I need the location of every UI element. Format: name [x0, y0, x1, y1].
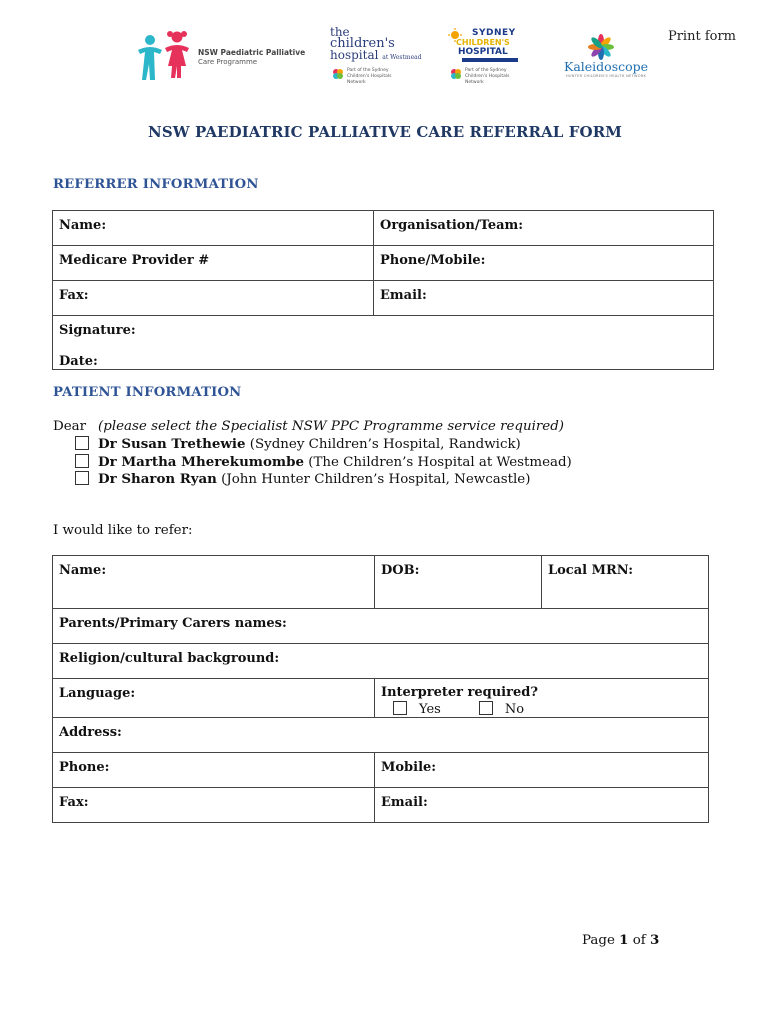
child-figure-icon [136, 34, 164, 82]
specialist-option [75, 471, 530, 487]
sch-network-text: Part of the Sydney Children's Hospitals Network [465, 68, 510, 85]
patient-religion-field[interactable]: Religion/cultural background: [53, 644, 709, 679]
patient-parents-field[interactable]: Parents/Primary Carers names: [53, 609, 709, 644]
form-title: NSW PAEDIATRIC PALLIATIVE CARE REFERRAL FORM [148, 123, 622, 141]
patient-email-field[interactable]: Email: [375, 788, 709, 823]
referrer-fax-field[interactable]: Fax: [53, 281, 374, 316]
chw-logo-line1: the [330, 25, 350, 39]
referrer-phone-field[interactable]: Phone/Mobile: [374, 246, 714, 281]
dear-instruction: (please select the Specialist NSW PPC Programme service required) [98, 419, 565, 434]
kaleidoscope-name: Kaleidoscope [564, 59, 649, 74]
nsw-ppc-logo-line1: NSW Paediatric Palliative [198, 48, 306, 57]
patient-phone-field[interactable]: Phone: [53, 753, 375, 788]
interpreter-yes-label: Yes [419, 702, 441, 717]
referrer-email-field[interactable]: Email: [374, 281, 714, 316]
specialist-name: Dr Susan Trethewie [98, 436, 246, 452]
nsw-ppc-logo-line2: Care Programme [198, 58, 258, 66]
nsw-ppc-logo [136, 28, 306, 84]
interpreter-label: Interpreter required? [381, 685, 538, 700]
page-number: Page 1 of 3 [582, 932, 660, 948]
dear-label: Dear [53, 419, 87, 434]
patient-section-heading: PATIENT INFORMATION [53, 385, 242, 400]
specialist-checkbox[interactable] [75, 471, 89, 485]
interpreter-yes-checkbox[interactable] [393, 701, 407, 715]
patient-fax-field[interactable]: Fax: [53, 788, 375, 823]
referrer-date-label: Date: [59, 354, 98, 369]
network-dots-icon [450, 68, 462, 80]
chw-logo-line3: hospital at Westmead [330, 48, 422, 62]
specialist-option [75, 454, 572, 470]
referrer-medicare-field[interactable]: Medicare Provider # [53, 246, 374, 281]
referrer-name-field[interactable]: Name: [53, 211, 374, 246]
sch-logo [448, 28, 528, 84]
sch-logo-line3: HOSPITAL [458, 47, 508, 57]
referrer-signature-label: Signature: [59, 323, 136, 338]
patient-mrn-field[interactable]: Local MRN: [542, 556, 709, 609]
child-figure-girl-icon [162, 30, 192, 80]
patient-address-field[interactable]: Address: [53, 718, 709, 753]
chw-network-text: Part of the Sydney Children's Hospitals Network [347, 68, 392, 85]
network-dots-icon [332, 68, 344, 80]
kaleidoscope-tagline: HUNTER CHILDREN'S HEALTH NETWORK [566, 74, 647, 78]
patient-name-field[interactable]: Name: [53, 556, 375, 609]
referrer-section-heading: REFERRER INFORMATION [53, 177, 259, 192]
referrer-signature-cell[interactable] [53, 316, 714, 370]
patient-language-field[interactable]: Language: [53, 679, 375, 718]
specialist-location: (Sydney Children’s Hospital, Randwick) [245, 437, 521, 452]
kaleidoscope-logo [562, 34, 649, 80]
specialist-name: Dr Sharon Ryan [98, 471, 217, 487]
referrer-table [52, 210, 714, 370]
sch-logo-bar [462, 58, 518, 62]
current-page: 1 [619, 932, 629, 948]
interpreter-no-checkbox[interactable] [479, 701, 493, 715]
patient-interpreter-cell [375, 679, 709, 718]
interpreter-no-label: No [504, 702, 525, 717]
patient-table [52, 555, 709, 823]
specialist-checkbox[interactable] [75, 454, 89, 468]
chw-logo [330, 26, 420, 86]
specialist-checkbox[interactable] [75, 436, 89, 450]
total-pages: 3 [650, 932, 660, 948]
patient-dob-field[interactable]: DOB: [375, 556, 542, 609]
specialist-option [75, 436, 521, 452]
referrer-organisation-field[interactable]: Organisation/Team: [374, 211, 714, 246]
refer-intro: I would like to refer: [53, 523, 193, 538]
print-form-link[interactable]: Print form [667, 29, 736, 44]
specialist-location: (John Hunter Children’s Hospital, Newcastle) [216, 472, 531, 487]
kaleidoscope-flower-icon [588, 34, 614, 60]
sch-logo-line2: CHILDREN'S [456, 38, 510, 47]
interpreter-options [381, 701, 702, 717]
sch-logo-line1: SYDNEY [472, 28, 516, 38]
dear-line [53, 419, 564, 434]
chw-logo-line2: children's [330, 36, 395, 51]
patient-mobile-field[interactable]: Mobile: [375, 753, 709, 788]
specialist-location: (The Children’s Hospital at Westmead) [303, 455, 572, 470]
specialist-name: Dr Martha Mherekumombe [98, 454, 304, 470]
